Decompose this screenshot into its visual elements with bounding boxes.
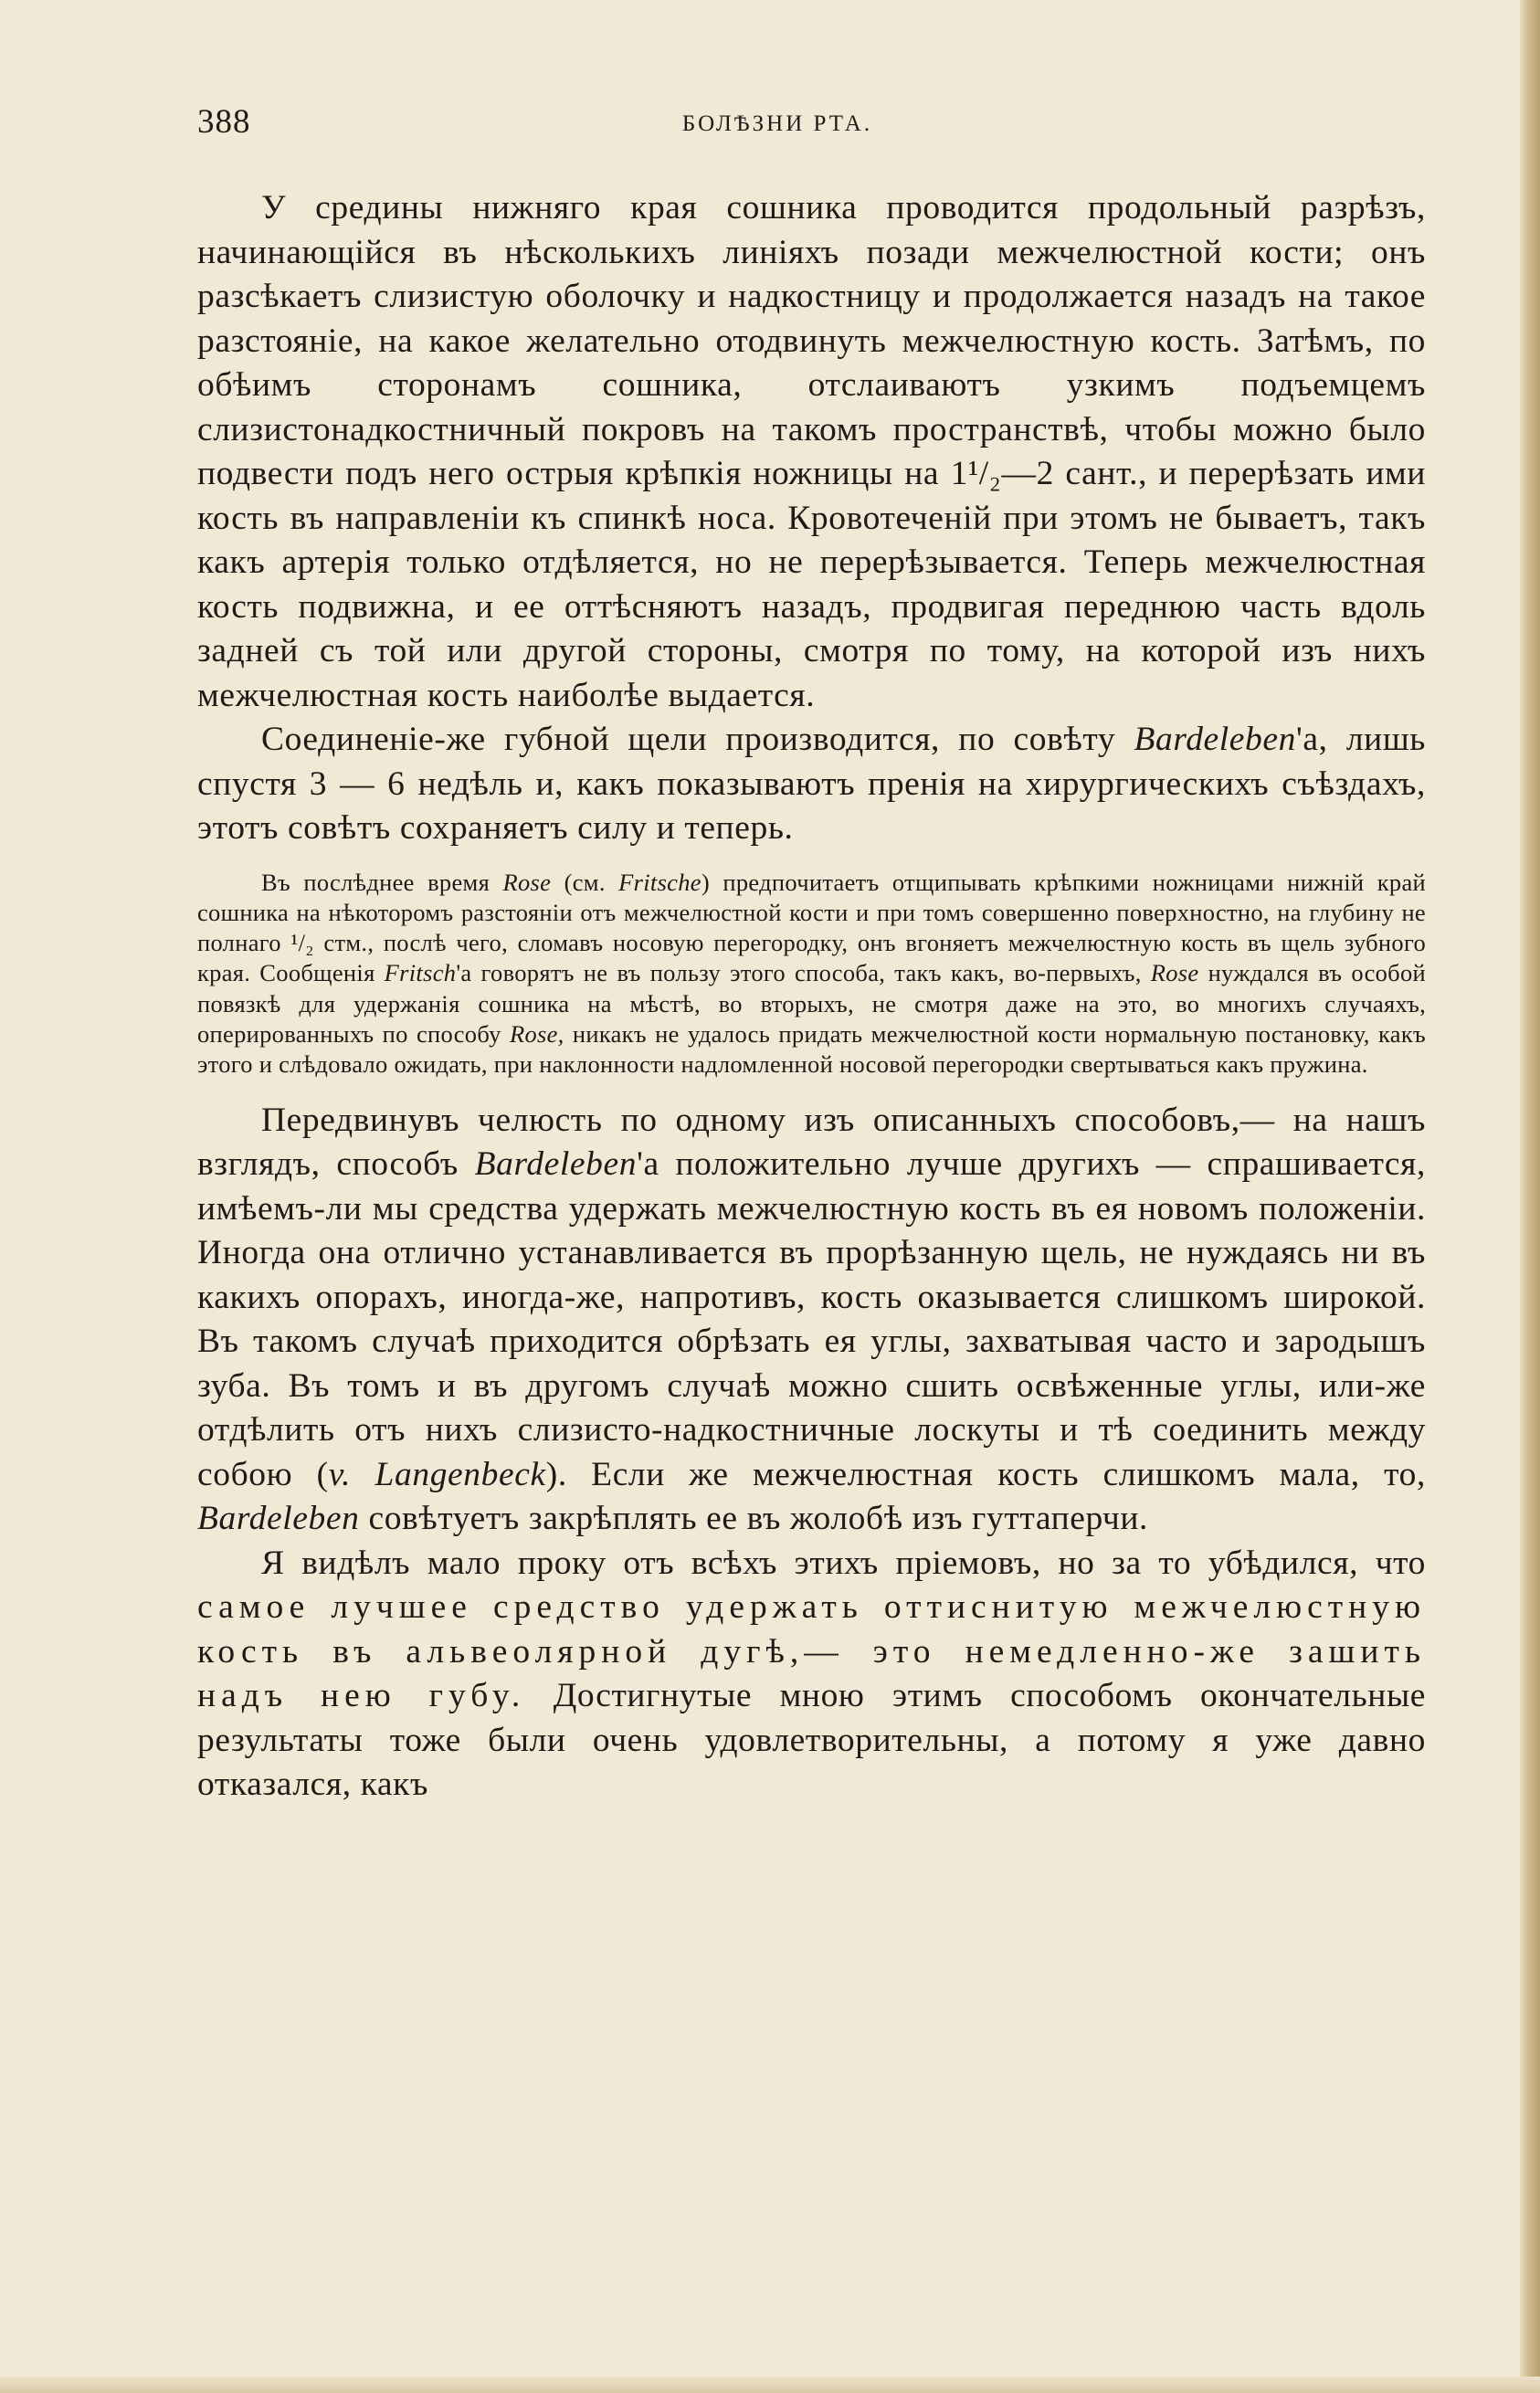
paragraph-4	[197, 1542, 1426, 1808]
author-name: Bardeleben	[197, 1500, 360, 1538]
page-edge	[1520, 0, 1540, 2393]
paragraph-2	[197, 718, 1426, 851]
note-text-f: никакъ не удалось придать межчелюстной кости нормальную постановку, какъ этого и слѣдовало ожидать, при наклонности надломленной носовой перегородки свертываться какъ пружина.	[197, 1019, 1426, 1079]
paragraph-3-text-a: Передвинувъ челюсть по одному изъ описанныхъ способовъ,— на нашъ взглядъ, способъ	[197, 1101, 1426, 1184]
author-name: Fritsche	[618, 868, 701, 896]
page-bottom-edge	[0, 2377, 1540, 2393]
paragraph-3	[197, 1099, 1426, 1542]
paragraph-2-text-a: Соединеніе-же губной щели производится, по совѣту	[261, 721, 1134, 758]
paragraph-1-text: У средины нижняго края сошника проводится продольный разрѣзъ, начинающійся въ нѣсколькихъ линіяхъ позади межчелюстной кости; онъ разсѣкаетъ слизистую оболочку и надкостницу и продолжается назадъ на такое разстояніе, на какое желательно отодвинуть межчелюстную кость. Затѣмъ, по обѣимъ сторонамъ сошника, отслаиваютъ узкимъ подъемцемъ слизистонадкостничный покровъ на такомъ пространствѣ, чтобы можно было подвести подъ него острыя крѣпкія ножницы на 1¹/₂—2 сант., и перерѣзать ими кость въ направленіи къ спинкѣ носа. Кровотеченій при этомъ не бываетъ, такъ какъ артерія только отдѣляется, но не перерѣзывается. Теперь межчелюстная кость подвижна, и ее оттѣсняютъ назадъ, продвигая переднюю часть вдоль задней съ той или другой стороны, смотря по тому, на которой изъ нихъ межчелюстная кость наиболѣе выдается.	[197, 189, 1426, 714]
paragraph-4-text-b: Достигнутые мною этимъ способомъ окончательные результаты тоже были очень удовлетворительны, а потому я уже давно отказался, какъ	[197, 1677, 1426, 1804]
note-text-a: Въ послѣднее время	[261, 868, 503, 896]
author-name: Bardeleben	[474, 1145, 638, 1184]
author-name: Rose	[1150, 959, 1199, 987]
paragraph-3-text-c: ). Если же межчелюстная кость слишкомъ мала, то,	[545, 1455, 1426, 1493]
paragraph-2-text-b: 'а, лишь спустя 3 — 6 недѣль и, какъ показываютъ пренія на хирургическихъ съѣздахъ, этотъ совѣтъ сохраняетъ силу и теперь.	[197, 721, 1426, 847]
note-text-d: 'а говорятъ не въ пользу этого способа, такъ какъ, во-первыхъ,	[456, 959, 1151, 987]
note-text-b: (см.	[551, 868, 619, 896]
emphasized-spaced-text: самое лучшее средство удержать оттиснитую межчелюстную кость въ альвеолярной дугѣ,— это немедленно-же зашить надъ нею губу.	[197, 1588, 1426, 1715]
page-number: 388	[197, 103, 251, 141]
small-print-note	[197, 868, 1426, 1081]
author-name: Fritsch	[384, 959, 457, 987]
author-name: Rose,	[509, 1019, 564, 1048]
paragraph-3-text-d: совѣтуетъ закрѣплять ее въ жолобѣ изъ гуттаперчи.	[359, 1500, 1149, 1538]
page-header	[197, 102, 1357, 157]
paragraph-4-text-a: Я видѣлъ мало проку отъ всѣхъ этихъ пріемовъ, но за то убѣдился, что	[261, 1544, 1426, 1582]
author-name: Bardeleben	[1134, 721, 1296, 758]
author-name: v. Langenbeck	[328, 1455, 546, 1493]
author-name: Rose	[502, 868, 552, 896]
paragraph-3-text-b: 'а положительно лучше другихъ — спрашивается, имѣемъ-ли мы средства удержать межчелюстную кость въ ея новомъ положеніи. Иногда она отлично устанавливается въ прорѣзанную щель, не нуждаясь ни въ какихъ опорахъ, иногда-же, напротивъ, кость оказывается слишкомъ широкой. Въ такомъ случаѣ приходится обрѣзать ея углы, захватывая часто и зародышъ зуба. Въ томъ и въ другомъ случаѣ можно сшить освѣженные углы, или-же отдѣлить отъ нихъ слизисто-надкостничные лоскуты и тѣ соединить между собою (	[197, 1145, 1426, 1493]
page-body	[197, 186, 1426, 1808]
paragraph-1	[197, 186, 1426, 718]
note-text-e: нуждался въ особой повязкѣ для удержанія сошника на мѣстѣ, во вторыхъ, не смотря даже на это, во многихъ случаяхъ, оперированныхъ по способу	[197, 959, 1426, 1048]
note-text-c: ) предпочитаетъ отщипывать крѣпкими ножницами нижній край сошника на нѣкоторомъ разстояніи отъ межчелюстной кости и при томъ совершенно поверхностно, на глубину не полнаго ¹/₂ стм., послѣ чего, сломавъ носовую перегородку, онъ вгоняетъ межчелюстную кость въ щель зубного края. Сообщенія	[197, 868, 1427, 987]
running-title: БОЛѢЗНИ РТА.	[681, 111, 873, 136]
